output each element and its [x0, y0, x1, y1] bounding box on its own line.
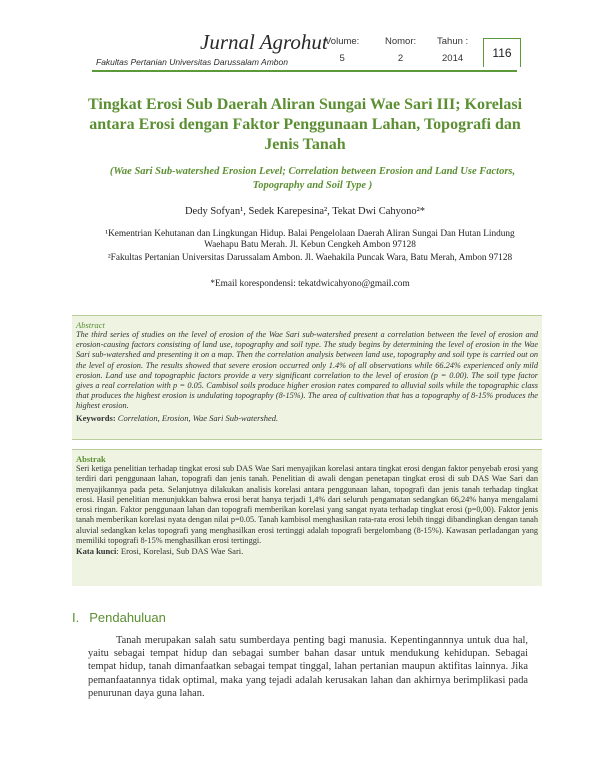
- volume-value: 5: [339, 53, 345, 64]
- section-number: I.: [72, 610, 80, 625]
- abstract-indonesian: [72, 449, 542, 586]
- number-value: 2: [397, 53, 404, 64]
- author-list: Dedy Sofyan¹, Sedek Karepesina², Tekat Dwi Cahyono²*: [184, 206, 426, 217]
- journal-name: Jurnal Agrohut: [200, 30, 328, 54]
- year-info: [437, 36, 468, 64]
- header-divider: [92, 70, 517, 72]
- article-subtitle: (Wae Sari Sub-watershed Erosion Level; Correlation between Erosion and Land Use Factors, Topography and Soil Type ): [109, 166, 516, 191]
- kata-kunci-value: : Erosi, Korelasi, Sub DAS Wae Sari.: [116, 546, 244, 557]
- article-title: Tingkat Erosi Sub Daerah Aliran Sungai Wae Sari III; Korelasi antara Erosi dengan Faktor Penggunaan Lahan, Topografi dan Jenis Tanah: [87, 96, 523, 153]
- correspondence-email[interactable]: *Email korespondensi: tekatdwicahyono@gmail.com: [210, 279, 410, 289]
- keywords-value: Correlation, Erosion, Wae Sari Sub-watershed.: [117, 412, 279, 423]
- abstrak-heading: Abstrak: [76, 454, 106, 464]
- year-value: 2014: [442, 53, 464, 64]
- year-label: Tahun :: [437, 36, 469, 47]
- volume-info: [325, 36, 359, 64]
- journal-header: [90, 30, 520, 70]
- keywords-line: [76, 413, 538, 423]
- number-info: [385, 36, 416, 64]
- affiliation-2: ²Fakultas Pertanian Universitas Darussalam Ambon. Jl. Waehakila Puncak Wara, Batu Merah, Ambon 97128: [107, 253, 513, 263]
- abstrak-body: Seri ketiga penelitian terhadap tingkat erosi sub DAS Wae Sari menyajikan korelasi antara tingkat erosi dengan faktor penyebab erosi yang terdiri dari penggunaan lahan, topografi dan jenis tanah. Penelitian di awali dengan penetapan tingkat erosi di sub DAS Wae Sari dan menyajikannya pada peta. Selanjutnya dilakukan analisis korelasi antara penggunaan lahan, topografi dan jenis tanah terhadap tingkat erosi. Hasil penelitian menunjukkan bahwa erosi berat hanya terjadi 1,4% dari seluruh pengamatan sedangkan 66,24% hanya mengalami erosi ringan. Faktor penggunaan lahan dan topografi memberikan korelasi yang sangat nyata terhadap tingkat erosi (p=0,00). Faktor jenis tanah memberikan korelasi nyata dengan nilai p=0.05. Tanah kambisol menghasikan rata-rata erosi lebih tinggi dibandingkan dengan tanah aluvial sedangkan kelas topografi yang menghasilkan erosi tertinggi adalah topografi bergelombang (8-15%). Kawasan perladangan yang memiliki topografi 8-15% menghasilkan erosi tertinggi.: [76, 464, 538, 546]
- faculty-name: Fakultas Pertanian Universitas Darussalam Ambon: [96, 57, 288, 67]
- kata-kunci-label: Kata kunci: [76, 546, 117, 557]
- number-label: Nomor:: [385, 36, 417, 47]
- affiliation-1: ¹Kementrian Kehutanan dan Lingkungan Hidup. Balai Pengelolaan Daerah Aliran Sungai Dan Hutan Lindung Waehapu Batu Merah. Jl. Kebun Cengkeh Ambon 97128: [105, 229, 515, 250]
- keywords-label: Keywords:: [76, 412, 116, 423]
- abstract-heading: Abstract: [76, 320, 105, 330]
- page-number: 116: [483, 38, 521, 67]
- section-heading: [72, 610, 166, 625]
- abstract-english: [72, 315, 542, 440]
- kata-kunci-line: [76, 546, 538, 556]
- section-title: Pendahuluan: [89, 610, 166, 625]
- abstract-body: The third series of studies on the level of erosion of the Wae Sari sub-watershed present a correlation between the level of erosion and erosion-causing factors consisting of land use, topography and soil type. The study begins by determining the level of erosion in the Wae Sari sub-watershed and presenting it on a map. Then the correlation analysis between land use, topography and soil type is carried out on the level of erosion. The results showed that severe erosion occurred only 1.4% of all observations while 66.24% experienced only mild erosion. Land use and topographic factors provide a very significant correlation to the level of erosion (p = 0.00). The soil type factor gives a real correlation with p = 0.05. Cambisol soils produce higher erosion rates compared to alluvial soils while the topographic class that produces the highest erosion is undulating topography (8-15%). The area of cultivation that has a topography of 8-15% produces the highest erosion.: [76, 330, 538, 411]
- intro-paragraph: Tanah merupakan salah satu sumberdaya penting bagi manusia. Kepentingannnya untuk dua hal, yaitu sebagai tempat hidup dan sebagai sumber bahan dasar untuk mendukung kehidupan. Sebagai tempat hidup, tanah dimanfaatkan sebagai tempat tinggal, lahan pertanian maupun aktifitas lainnya. Jika pemanfaatannya tidak optimal, maka yang tejadi adalah kerusakan lahan dan akhirnya berimplikasi pada penurunan daya guna lahan.: [88, 635, 528, 699]
- volume-label: Volume:: [325, 36, 360, 47]
